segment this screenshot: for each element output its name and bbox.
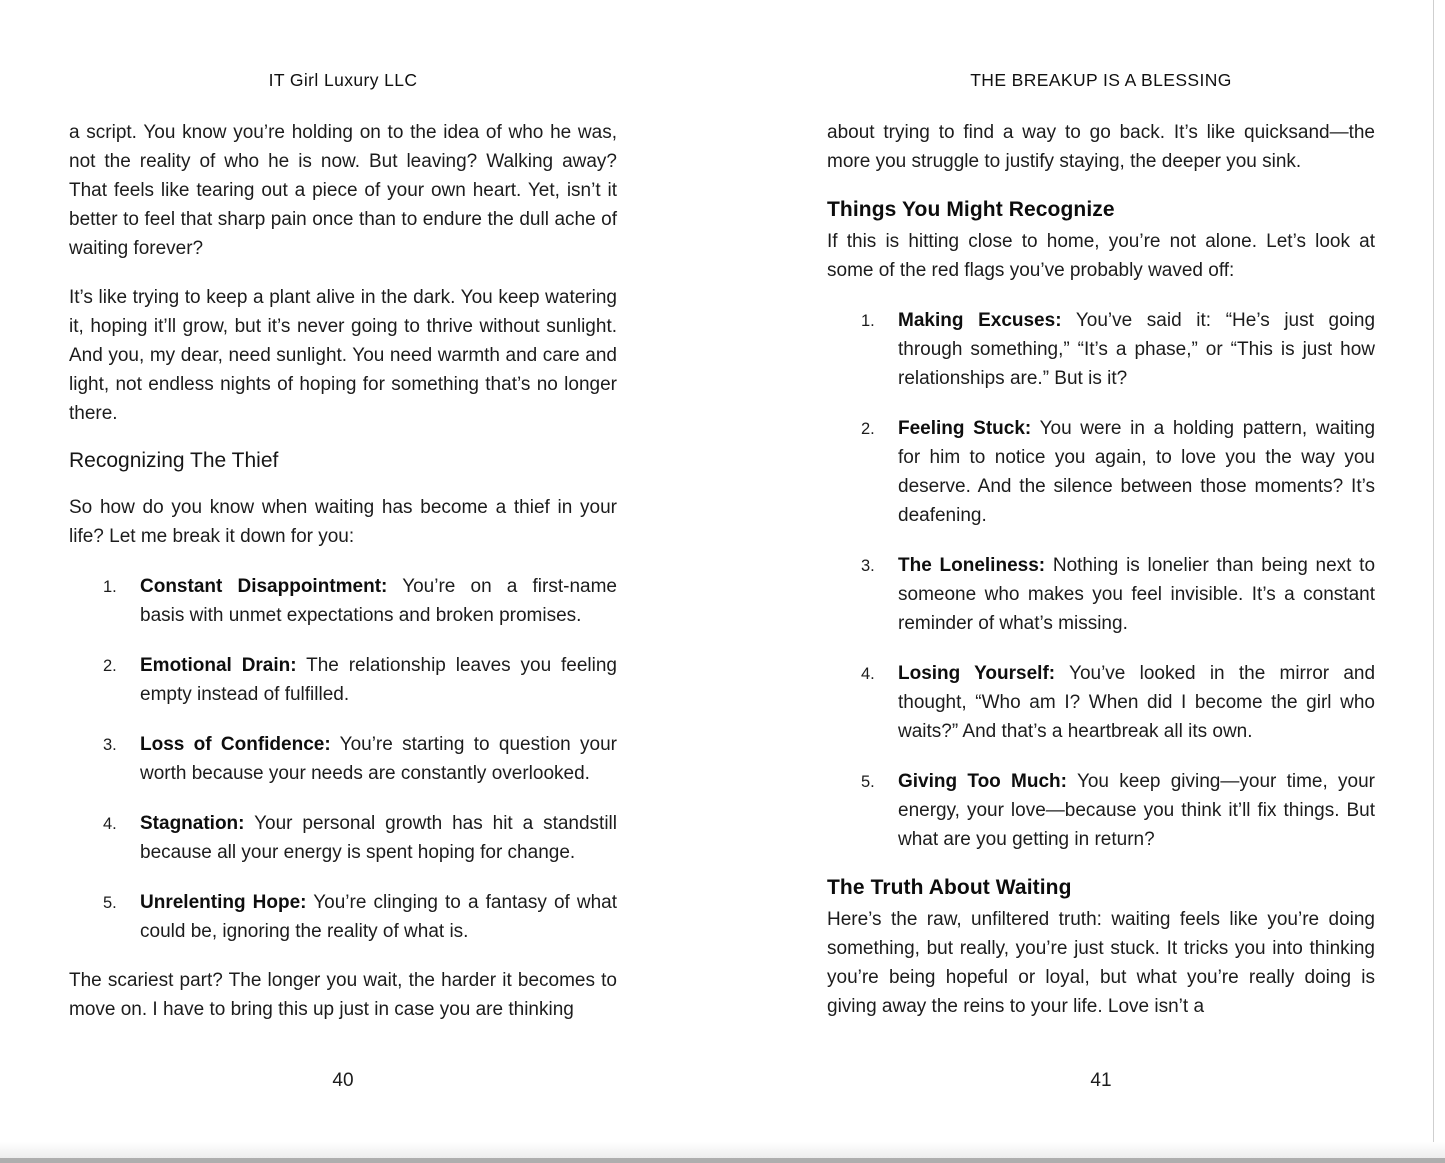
list-item xyxy=(69,888,617,946)
list-item-text: You’re on a first-name basis with unmet expectations and broken promises. xyxy=(140,576,617,626)
list-item-label: Feeling Stuck: xyxy=(898,418,1032,439)
right-paragraph-1: about trying to find a way to go back. It’s like quicksand—the more you struggle to justify staying, the deeper you sink. xyxy=(827,122,1375,172)
left-paragraph-1: a script. You know you’re holding on to the idea of who he was, not the reality of who he is now. But leaving? Walking away? That feels like tearing out a piece of your own heart. Yet, isn’t it better to feel that sharp pain once than to endure the dull ache of waiting forever? xyxy=(69,122,617,259)
right-page xyxy=(827,0,1375,1040)
left-numbered-list xyxy=(69,572,617,946)
list-item-text: Your personal growth has hit a standstill because all your energy is spent hoping for change. xyxy=(140,813,618,863)
left-subheading: Recognizing The Thief xyxy=(69,449,279,472)
list-item-text: You’re starting to question your worth because your needs are constantly overlooked. xyxy=(140,734,617,784)
right-page-number: 41 xyxy=(1090,1070,1112,1091)
section-heading-things-you-might-recognize: Things You Might Recognize xyxy=(827,198,1115,221)
section-heading-the-truth-about-waiting: The Truth About Waiting xyxy=(827,876,1072,899)
list-item-text: You keep giving—your time, your energy, your love—because you think it’ll fix things. But what are you getting in return? xyxy=(898,771,1376,850)
right-running-head: THE BREAKUP IS A BLESSING xyxy=(970,70,1232,90)
list-item-number: 3. xyxy=(861,557,875,575)
list-item xyxy=(827,306,1375,393)
list-item-text: Nothing is lonelier than being next to someone who makes you feel invisible. It’s a constant reminder of what’s missing. xyxy=(898,555,1376,634)
list-item-number: 5. xyxy=(861,773,875,791)
list-item xyxy=(69,651,617,709)
list-item xyxy=(827,551,1375,638)
right-numbered-list xyxy=(827,306,1375,854)
list-item-label: The Loneliness: xyxy=(898,555,1046,576)
left-running-head: IT Girl Luxury LLC xyxy=(268,70,418,90)
list-item-number: 5. xyxy=(103,894,117,912)
list-item-label: Stagnation: xyxy=(140,813,245,834)
bottom-shadow xyxy=(0,1142,1445,1158)
list-item-number: 3. xyxy=(103,736,117,754)
left-paragraph-4: The scariest part? The longer you wait, the harder it becomes to move on. I have to bring this up just in case you are thinking xyxy=(69,970,617,1020)
list-item-text: You were in a holding pattern, waiting for him to notice you again, to love you the way you deserve. And the silence between those moments? It’s deafening. xyxy=(898,418,1376,526)
list-item-text: You’ve looked in the mirror and thought, “Who am I? When did I become the girl who waits?” And that’s a heartbreak all its own. xyxy=(898,663,1376,742)
list-item-label: Emotional Drain: xyxy=(140,655,297,676)
right-paragraph-3: Here’s the raw, unfiltered truth: waiting feels like you’re doing something, but really, you’re just stuck. It tricks you into thinking you’re being hopeful or loyal, but what you’re really doing is giving away the reins to your life. Love isn’t a xyxy=(827,909,1375,1017)
list-item xyxy=(69,730,617,788)
list-item-number: 2. xyxy=(103,657,117,675)
left-paragraph-3: So how do you know when waiting has become a thief in your life? Let me break it down for you: xyxy=(69,497,617,547)
list-item-text: You’re clinging to a fantasy of what could be, ignoring the reality of what is. xyxy=(140,892,618,942)
list-item-number: 4. xyxy=(103,815,117,833)
list-item-label: Constant Disappointment: xyxy=(140,576,388,597)
list-item-label: Loss of Confidence: xyxy=(140,734,331,755)
list-item xyxy=(69,572,617,630)
list-item xyxy=(827,659,1375,746)
list-item-text: You’ve said it: “He’s just going through something,” “It’s a phase,” or “This is just how relationships are.” But is it? xyxy=(898,310,1376,389)
list-item xyxy=(69,809,617,867)
list-item xyxy=(827,414,1375,530)
list-item-label: Losing Yourself: xyxy=(898,663,1056,684)
right-paragraph-2: If this is hitting close to home, you’re not alone. Let’s look at some of the red flags you’ve probably waved off: xyxy=(827,231,1375,281)
list-item xyxy=(827,767,1375,854)
page-edge-line xyxy=(1433,0,1434,1163)
list-item-number: 4. xyxy=(861,665,875,683)
list-item-label: Making Excuses: xyxy=(898,310,1062,331)
left-page-number: 40 xyxy=(332,1070,354,1091)
list-item-label: Giving Too Much: xyxy=(898,771,1067,792)
list-item-number: 2. xyxy=(861,420,875,438)
list-item-text: The relationship leaves you feeling empty instead of fulfilled. xyxy=(140,655,617,705)
left-page xyxy=(69,0,617,1043)
list-item-label: Unrelenting Hope: xyxy=(140,892,307,913)
left-paragraph-2: It’s like trying to keep a plant alive in the dark. You keep watering it, hoping it’ll grow, but it’s never going to thrive without sunlight. And you, my dear, need sunlight. You need warmth and care and light, not endless nights of hoping for something that’s no longer there. xyxy=(69,287,617,424)
bottom-window-edge xyxy=(0,1158,1445,1163)
list-item-number: 1. xyxy=(861,312,875,330)
list-item-number: 1. xyxy=(103,578,117,596)
